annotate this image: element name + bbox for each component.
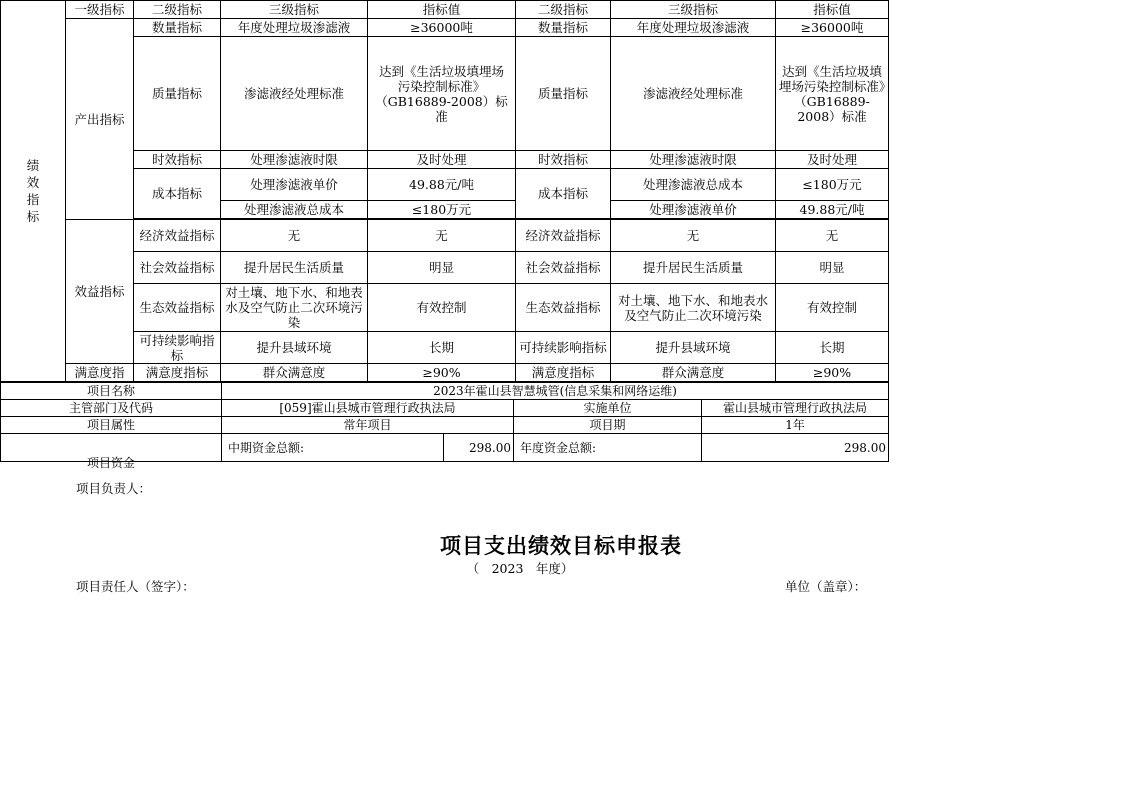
header-level2: 二级指标	[134, 1, 221, 19]
cell: 提升居民生活质量	[221, 252, 368, 284]
cell: 有效控制	[776, 284, 889, 332]
cell: 成本指标	[516, 169, 611, 219]
funds-label: 项目资金	[1, 434, 222, 462]
cell: 渗滤液经处理标准	[221, 37, 368, 151]
cell: 处理渗滤液总成本	[611, 169, 776, 201]
cell: 长期	[368, 332, 516, 364]
cell: 质量指标	[134, 37, 221, 151]
responsible-signature-label: 项目责任人（签字）：	[76, 579, 195, 594]
cell: 达到《生活垃圾填埋场污染控制标准》（GB16889-2008）标准	[776, 37, 889, 151]
cell: 无	[368, 220, 516, 252]
impl-value: 霍山县城市管理行政执法局	[702, 400, 889, 417]
cell: 及时处理	[776, 151, 889, 169]
cell: 数量指标	[516, 19, 611, 37]
cell: 数量指标	[134, 19, 221, 37]
cell: 群众满意度	[611, 364, 776, 382]
header-value: 指标值	[368, 1, 516, 19]
project-name-value: 2023年霍山县智慧城管(信息采集和网络运维)	[222, 383, 889, 400]
cell: 明显	[368, 252, 516, 284]
cell: 处理渗滤液总成本	[221, 201, 368, 219]
form-title: 项目支出绩效目标申报表	[440, 534, 682, 558]
benefit-indicator-label: 效益指标	[66, 220, 134, 364]
cell: 及时处理	[368, 151, 516, 169]
cell: 提升居民生活质量	[611, 252, 776, 284]
cell: 无	[776, 220, 889, 252]
attr-label: 项目属性	[1, 417, 222, 434]
cell: 满意度指标	[516, 364, 611, 382]
header-level3: 三级指标	[221, 1, 368, 19]
cell: 时效指标	[516, 151, 611, 169]
mid-funds-label: 中期资金总额:	[222, 434, 444, 462]
cell: 长期	[776, 332, 889, 364]
year-line: （ 2023 年度）	[466, 561, 574, 576]
cell: ≤180万元	[368, 201, 516, 219]
unit-seal-label: 单位（盖章）：	[785, 579, 867, 594]
cell: ≥36000吨	[776, 19, 889, 37]
impl-label: 实施单位	[514, 400, 702, 417]
cell: 成本指标	[134, 169, 221, 219]
performance-indicator-table	[0, 0, 889, 382]
cell: 满意度指标	[134, 364, 221, 382]
cell: 时效指标	[134, 151, 221, 169]
cell: 提升县域环境	[221, 332, 368, 364]
cell: ≥36000吨	[368, 19, 516, 37]
cell: 达到《生活垃圾填埋场污染控制标准》（GB16889-2008）标准	[368, 37, 516, 151]
dept-label: 主管部门及代码	[1, 400, 222, 417]
cell: 可持续影响指标	[516, 332, 611, 364]
cell: 生态效益指标	[516, 284, 611, 332]
header-level2: 二级指标	[516, 1, 611, 19]
annual-funds-label: 年度资金总额:	[514, 434, 702, 462]
cell: 49.88元/吨	[368, 169, 516, 201]
dept-value: [059]霍山县城市管理行政执法局	[222, 400, 514, 417]
cell: ≤180万元	[776, 169, 889, 201]
cell: 年度处理垃圾渗滤液	[221, 19, 368, 37]
cell: 经济效益指标	[134, 220, 221, 252]
cell: ≥90%	[368, 364, 516, 382]
project-info-table	[0, 382, 889, 470]
output-indicator-label: 产出指标	[66, 19, 134, 220]
cell: 49.88元/吨	[776, 201, 889, 219]
cell: 社会效益指标	[516, 252, 611, 284]
cell: 质量指标	[516, 37, 611, 151]
header-level1: 一级指标	[66, 1, 134, 19]
cell: 提升县域环境	[611, 332, 776, 364]
cell: 有效控制	[368, 284, 516, 332]
cell: 无	[611, 220, 776, 252]
header-level3: 三级指标	[611, 1, 776, 19]
cell: 处理渗滤液时限	[221, 151, 368, 169]
cell: 渗滤液经处理标准	[611, 37, 776, 151]
cell: ≥90%	[776, 364, 889, 382]
cell: 可持续影响指标	[134, 332, 221, 364]
cell: 群众满意度	[221, 364, 368, 382]
project-name-label: 项目名称	[1, 383, 222, 400]
perf-indicator-label: 绩效指标	[1, 1, 66, 382]
cell: 年度处理垃圾渗滤液	[611, 19, 776, 37]
cell: 处理渗滤液单价	[221, 169, 368, 201]
cell: 对土壤、地下水、和地表水及空气防止二次环境污染	[611, 284, 776, 332]
attr-value: 常年项目	[222, 417, 514, 434]
cell: 处理渗滤液单价	[611, 201, 776, 219]
cell: 社会效益指标	[134, 252, 221, 284]
satisfaction-indicator-label: 满意度指	[66, 364, 134, 382]
mid-funds-value: 298.00	[444, 434, 514, 462]
cell: 生态效益指标	[134, 284, 221, 332]
header-value: 指标值	[776, 1, 889, 19]
cell: 无	[221, 220, 368, 252]
cell: 处理渗滤液时限	[611, 151, 776, 169]
cell: 经济效益指标	[516, 220, 611, 252]
annual-funds-value: 298.00	[702, 434, 889, 462]
period-value: 1年	[702, 417, 889, 434]
cell: 对土壤、地下水、和地表水及空气防止二次环境污染	[221, 284, 368, 332]
project-leader-label: 项目负责人：	[76, 481, 152, 496]
cell: 明显	[776, 252, 889, 284]
period-label: 项目期	[514, 417, 702, 434]
